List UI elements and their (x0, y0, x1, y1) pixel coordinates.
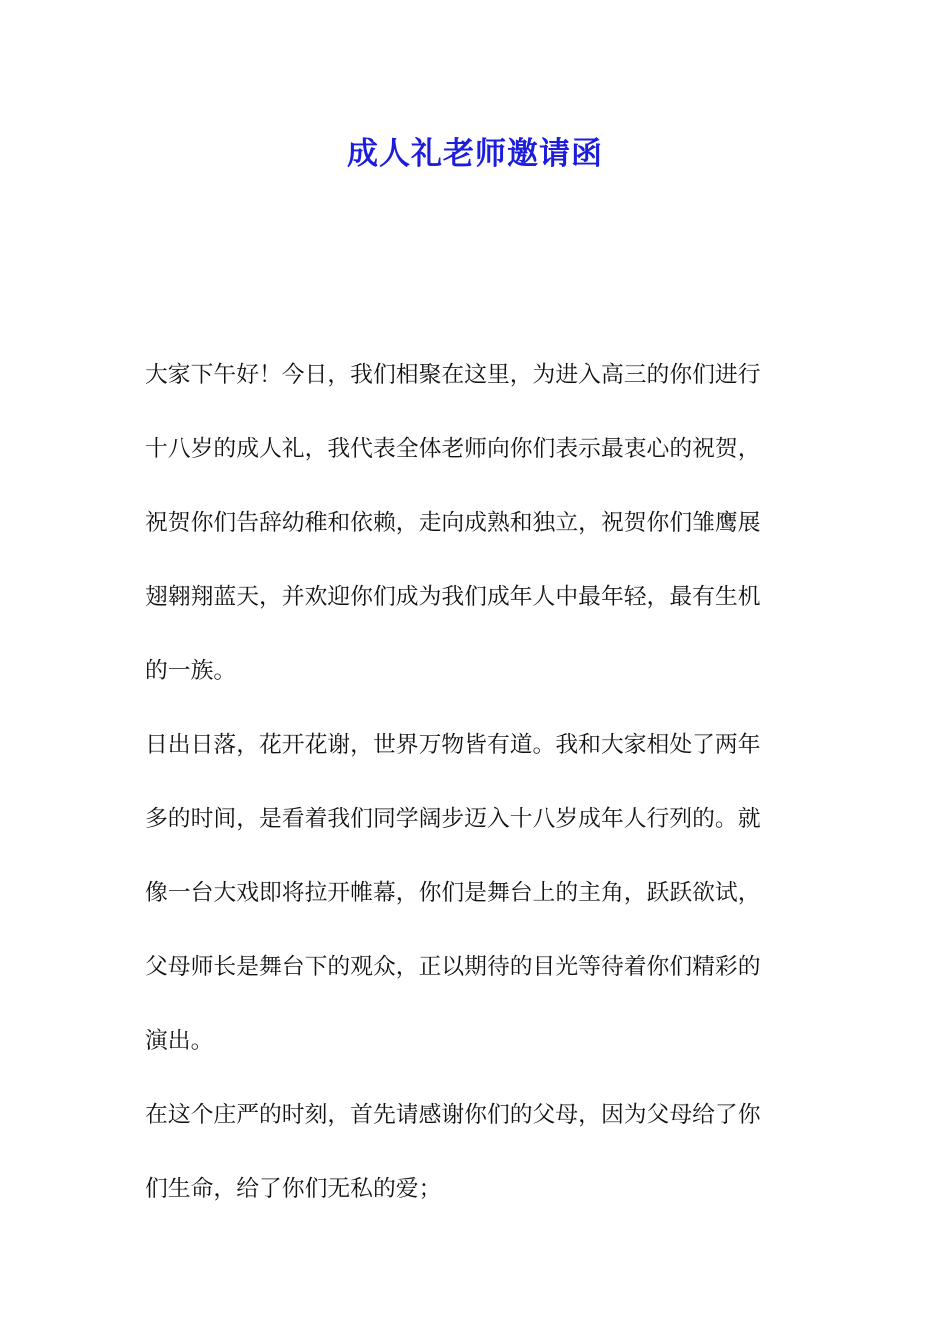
text-line: 翅翱翔蓝天，并欢迎你们成为我们成年人中最年轻，最有生机 (145, 584, 761, 610)
paragraph-3 (145, 1078, 805, 1226)
text-line: 演出。 (145, 1028, 214, 1054)
text-line: 大家下午好！今日，我们相聚在这里，为进入高三的你们进行 (145, 362, 761, 388)
text-line: 在这个庄严的时刻，首先请感谢你们的父母，因为父母给了你 (145, 1102, 761, 1128)
document-title: 成人礼老师邀请函 (347, 136, 603, 172)
text-line: 日出日落，花开花谢，世界万物皆有道。我和大家相处了两年 (145, 732, 761, 758)
text-line: 祝贺你们告辞幼稚和依赖，走向成熟和独立，祝贺你们雏鹰展 (145, 510, 761, 536)
text-line: 的一族。 (145, 658, 237, 684)
paragraph-1 (145, 338, 805, 708)
paragraph-2 (145, 708, 805, 1078)
text-line: 十八岁的成人礼，我代表全体老师向你们表示最衷心的祝贺， (145, 436, 761, 462)
text-line: 们生命，给了你们无私的爱； (145, 1176, 442, 1202)
document-body (145, 338, 805, 1226)
text-line: 父母师长是舞台下的观众，正以期待的目光等待着你们精彩的 (145, 954, 761, 980)
text-line: 像一台大戏即将拉开帷幕，你们是舞台上的主角，跃跃欲试， (145, 880, 761, 906)
text-line: 多的时间，是看着我们同学阔步迈入十八岁成年人行列的。就 (145, 806, 761, 832)
